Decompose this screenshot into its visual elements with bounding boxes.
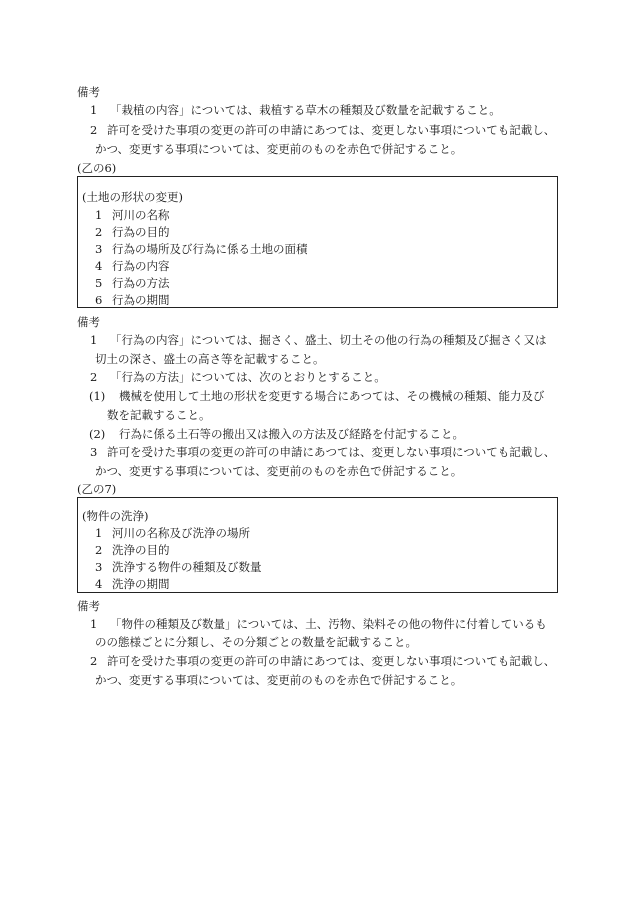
- remark-number: 1: [90, 617, 98, 631]
- form-box-object-washing: [77, 497, 558, 593]
- box-item-text: 洗浄の期間: [112, 577, 170, 591]
- sub-remark-text: 機械を使用して土地の形状を変更する場合にあつては、その機械の種類、能力及び: [119, 389, 545, 403]
- box-item-number: 5: [95, 276, 103, 290]
- sub-remark-number: (2): [89, 427, 106, 441]
- box-item-number: 2: [95, 543, 103, 557]
- remark-text: 「栽植の内容」については、栽植する草木の種類及び数量を記載すること。: [110, 103, 501, 117]
- section-label: (乙の7): [77, 482, 117, 496]
- box-item-number: 3: [95, 242, 103, 256]
- remark-number: 1: [90, 333, 98, 347]
- box-item-text: 行為の方法: [112, 276, 170, 290]
- remark-number: 2: [90, 654, 98, 668]
- box-item-text: 行為の期間: [112, 293, 170, 307]
- box-item-number: 2: [95, 225, 103, 239]
- remarks-heading: 備考: [77, 315, 100, 329]
- box-item-number: 4: [95, 577, 103, 591]
- box-item-number: 1: [95, 208, 103, 222]
- box-item-text: 洗浄の目的: [112, 543, 170, 557]
- box-item-text: 行為の場所及び行為に係る土地の面積: [112, 242, 308, 256]
- remarks-heading: 備考: [77, 599, 100, 613]
- remark-number: 3: [90, 445, 98, 459]
- remark-text: 許可を受けた事項の変更の許可の申請にあつては、変更しない事項についても記載し、: [107, 654, 556, 668]
- sub-remark-number: (1): [89, 389, 106, 403]
- box-item-number: 3: [95, 560, 103, 574]
- sub-remark-text: 行為に係る土石等の搬出又は搬入の方法及び経路を付記すること。: [119, 427, 464, 441]
- remark-number: 2: [90, 123, 98, 137]
- remark-text-continued: かつ、変更する事項については、変更前のものを赤色で併記すること。: [95, 464, 463, 478]
- box-item-number: 1: [95, 526, 103, 540]
- remark-text: 「行為の方法」については、次のとおりとすること。: [110, 370, 386, 384]
- box-title: (土地の形状の変更): [82, 190, 183, 204]
- remark-text: 許可を受けた事項の変更の許可の申請にあつては、変更しない事項についても記載し、: [107, 123, 556, 137]
- remarks-heading: 備考: [77, 85, 100, 99]
- box-item-text: 行為の目的: [112, 225, 170, 239]
- box-item-text: 河川の名称及び洗浄の場所: [112, 526, 250, 540]
- remark-text-continued: かつ、変更する事項については、変更前のものを赤色で併記すること。: [95, 673, 463, 687]
- remark-text: 「物件の種類及び数量」については、土、汚物、染料その他の物件に付着しているも: [110, 617, 547, 631]
- section-label: (乙の6): [77, 161, 117, 175]
- remark-text: 「行為の内容」については、掘さく、盛土、切土その他の行為の種類及び掘さく又は: [110, 333, 547, 347]
- remark-number: 1: [90, 103, 98, 117]
- box-item-text: 洗浄する物件の種類及び数量: [112, 560, 262, 574]
- box-item-number: 6: [95, 293, 103, 307]
- remark-text-continued: 切土の深さ、盛土の高さ等を記載すること。: [95, 352, 325, 366]
- remark-text: 許可を受けた事項の変更の許可の申請にあつては、変更しない事項についても記載し、: [107, 445, 556, 459]
- remark-text-continued: のの態様ごとに分類し、その分類ごとの数量を記載すること。: [95, 635, 417, 649]
- box-title: (物件の洗浄): [82, 509, 149, 523]
- box-item-number: 4: [95, 259, 103, 273]
- sub-remark-text-continued: 数を記載すること。: [107, 408, 211, 422]
- box-item-text: 行為の内容: [112, 259, 170, 273]
- remark-number: 2: [90, 370, 98, 384]
- form-box-land-change: [77, 176, 558, 308]
- remark-text-continued: かつ、変更する事項については、変更前のものを赤色で併記すること。: [95, 142, 463, 156]
- box-item-text: 河川の名称: [112, 208, 170, 222]
